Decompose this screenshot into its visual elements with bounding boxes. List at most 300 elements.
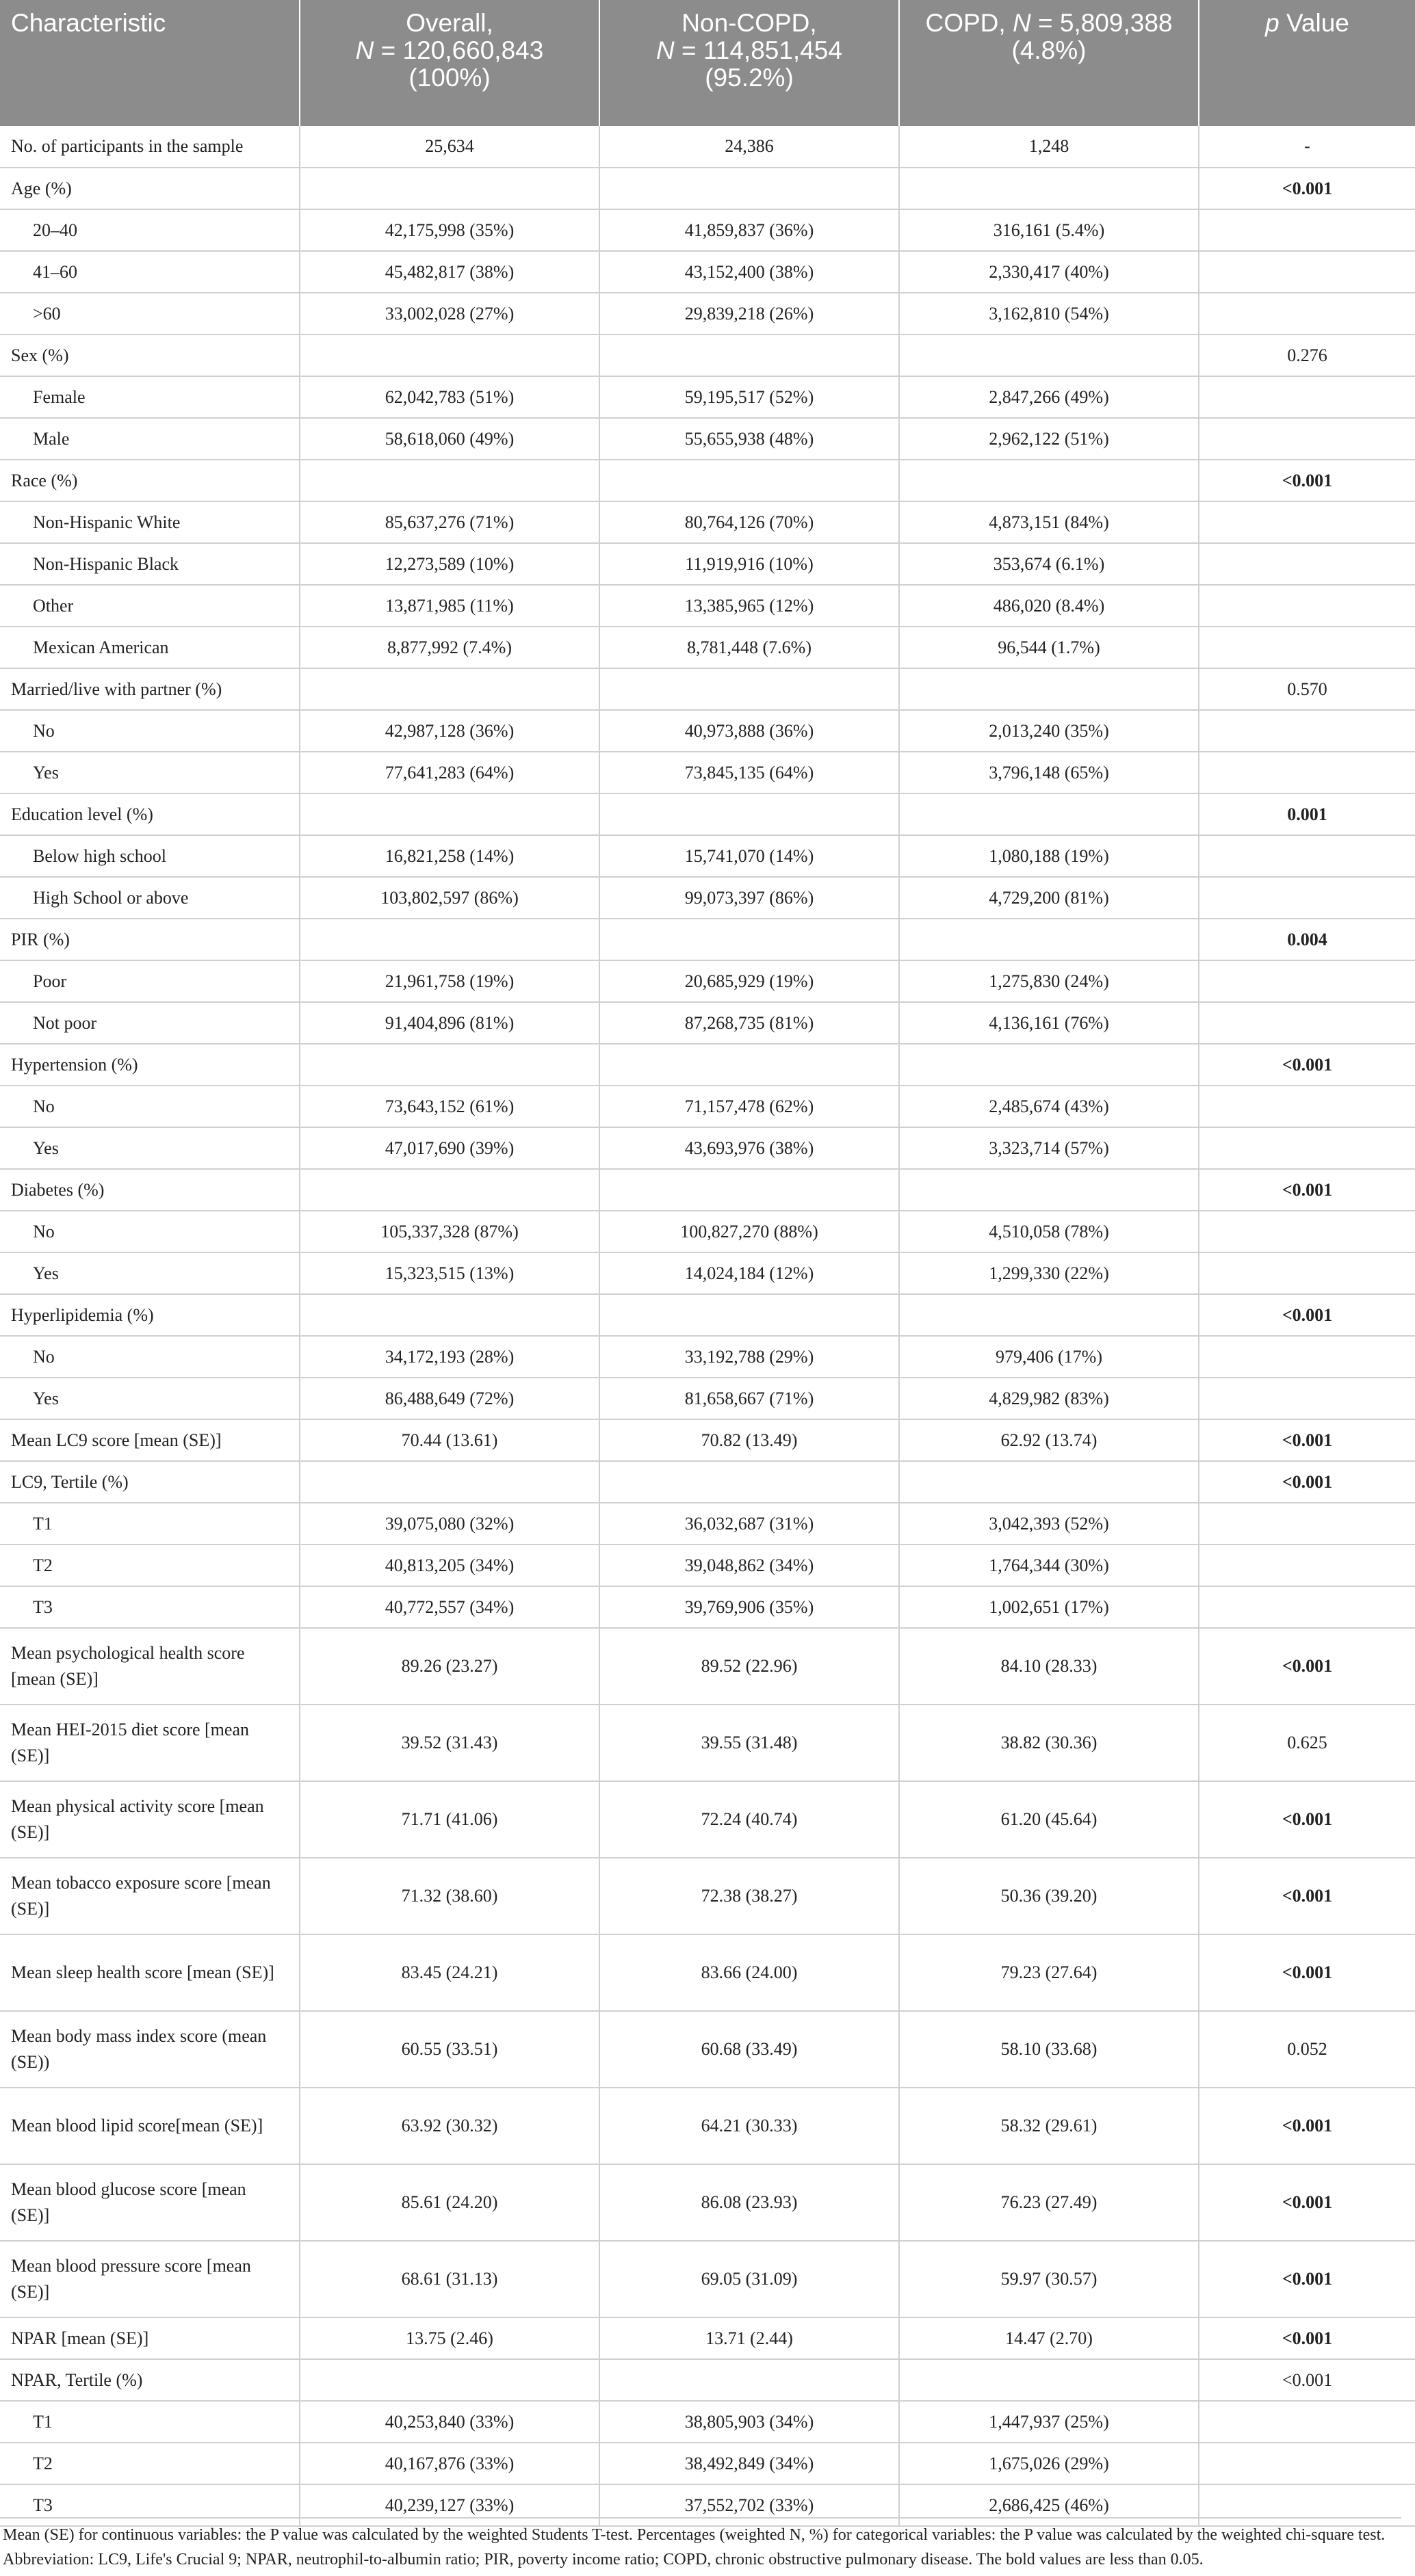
p-value-cell: <0.001	[1199, 1294, 1415, 1336]
non-copd-cell: 13.71 (2.44)	[599, 2317, 899, 2359]
characteristic-cell: Sex (%)	[0, 334, 300, 376]
table-row	[0, 1002, 1415, 1044]
copd-cell	[899, 793, 1199, 835]
table-footnote: Mean (SE) for continuous variables: the P value was calculated by the weighted Students T-test. Percentages (weighted N, %) for categorical variables: the P value was calculated by the weighted chi-square test. Abbreviation: LC9, Life's Crucial 9; NPAR, neutrophil-to-albumin ratio; PIR, poverty income ratio; COPD, chronic obstructive pulmonary disease. The bold values are less than 0.05.	[0, 2517, 1401, 2576]
non-copd-cell: 64.21 (30.33)	[599, 2088, 899, 2164]
characteristic-cell: Yes	[0, 1127, 300, 1169]
characteristic-cell: Yes	[0, 752, 300, 793]
copd-cell: 3,796,148 (65%)	[899, 752, 1199, 793]
overall-cell: 103,802,597 (86%)	[300, 877, 599, 919]
characteristic-cell: High School or above	[0, 877, 300, 919]
characteristic-cell: 20–40	[0, 209, 300, 251]
overall-cell: 12,273,589 (10%)	[300, 543, 599, 585]
non-copd-cell: 33,192,788 (29%)	[599, 1336, 899, 1378]
non-copd-cell: 37,552,702 (33%)	[599, 2484, 899, 2526]
copd-cell: 1,764,344 (30%)	[899, 1545, 1199, 1586]
copd-cell: 61.20 (45.64)	[899, 1781, 1199, 1858]
copd-cell: 1,002,651 (17%)	[899, 1586, 1199, 1628]
table-row	[0, 1169, 1415, 1211]
non-copd-cell	[599, 2359, 899, 2401]
copd-cell	[899, 2359, 1199, 2401]
p-value-cell: <0.001	[1199, 2317, 1415, 2359]
p-value-cell	[1199, 877, 1415, 919]
header-line: Characteristic	[11, 9, 166, 37]
p-value-cell: <0.001	[1199, 1781, 1415, 1858]
header-line: Non-COPD,	[681, 9, 817, 37]
p-value-cell: 0.004	[1199, 919, 1415, 960]
p-value-cell	[1199, 1586, 1415, 1628]
copd-cell: 76.23 (27.49)	[899, 2164, 1199, 2241]
copd-cell: 58.32 (29.61)	[899, 2088, 1199, 2164]
copd-cell: 1,447,937 (25%)	[899, 2401, 1199, 2443]
copd-cell: 2,330,417 (40%)	[899, 251, 1199, 293]
characteristic-cell: T3	[0, 2484, 300, 2526]
p-value-cell: <0.001	[1199, 2241, 1415, 2317]
p-value-cell: <0.001	[1199, 2088, 1415, 2164]
table-row	[0, 126, 1415, 168]
characteristic-cell: Mean physical activity score [mean (SE)]	[0, 1781, 300, 1858]
overall-cell: 40,239,127 (33%)	[300, 2484, 599, 2526]
overall-cell	[300, 1044, 599, 1086]
overall-cell	[300, 919, 599, 960]
copd-cell: 3,042,393 (52%)	[899, 1503, 1199, 1545]
overall-cell: 39,075,080 (32%)	[300, 1503, 599, 1545]
overall-cell: 33,002,028 (27%)	[300, 293, 599, 334]
header-p-value	[1199, 0, 1415, 126]
header-line: (100%)	[408, 64, 491, 92]
non-copd-cell: 43,152,400 (38%)	[599, 251, 899, 293]
table-row	[0, 251, 1415, 293]
p-value-cell	[1199, 960, 1415, 1002]
copd-cell	[899, 460, 1199, 501]
overall-cell: 40,253,840 (33%)	[300, 2401, 599, 2443]
non-copd-cell: 38,805,903 (34%)	[599, 2401, 899, 2443]
table-row	[0, 1252, 1415, 1294]
characteristic-cell: Other	[0, 585, 300, 627]
p-value-cell	[1199, 418, 1415, 460]
table-row	[0, 543, 1415, 585]
overall-cell: 34,172,193 (28%)	[300, 1336, 599, 1378]
p-value-cell: <0.001	[1199, 2164, 1415, 2241]
non-copd-cell: 39,769,906 (35%)	[599, 1586, 899, 1628]
copd-cell: 2,686,425 (46%)	[899, 2484, 1199, 2526]
characteristic-cell: NPAR [mean (SE)]	[0, 2317, 300, 2359]
non-copd-cell: 60.68 (33.49)	[599, 2011, 899, 2088]
p-value-cell	[1199, 585, 1415, 627]
non-copd-cell	[599, 460, 899, 501]
copd-cell: 979,406 (17%)	[899, 1336, 1199, 1378]
non-copd-cell: 15,741,070 (14%)	[599, 835, 899, 877]
copd-cell: 1,275,830 (24%)	[899, 960, 1199, 1002]
table-row	[0, 1294, 1415, 1336]
non-copd-cell: 14,024,184 (12%)	[599, 1252, 899, 1294]
non-copd-cell: 83.66 (24.00)	[599, 1934, 899, 2011]
characteristic-cell: No	[0, 1211, 300, 1252]
copd-cell: 2,847,266 (49%)	[899, 376, 1199, 418]
header-overall	[300, 0, 599, 126]
table-row	[0, 1419, 1415, 1461]
p-value-cell	[1199, 1086, 1415, 1127]
copd-cell: 4,829,982 (83%)	[899, 1378, 1199, 1419]
non-copd-cell	[599, 793, 899, 835]
non-copd-cell: 24,386	[599, 126, 899, 168]
non-copd-cell: 29,839,218 (26%)	[599, 293, 899, 334]
non-copd-cell: 40,973,888 (36%)	[599, 710, 899, 752]
copd-cell: 14.47 (2.70)	[899, 2317, 1199, 2359]
p-value-cell: <0.001	[1199, 1934, 1415, 2011]
non-copd-cell: 13,385,965 (12%)	[599, 585, 899, 627]
non-copd-cell: 72.38 (38.27)	[599, 1858, 899, 1934]
p-value-cell: <0.001	[1199, 460, 1415, 501]
table-row	[0, 1461, 1415, 1503]
table-row	[0, 293, 1415, 334]
header-characteristic	[0, 0, 300, 126]
table-row	[0, 835, 1415, 877]
copd-cell: 3,162,810 (54%)	[899, 293, 1199, 334]
overall-cell: 47,017,690 (39%)	[300, 1127, 599, 1169]
overall-cell	[300, 460, 599, 501]
non-copd-cell: 69.05 (31.09)	[599, 2241, 899, 2317]
overall-cell: 73,643,152 (61%)	[300, 1086, 599, 1127]
characteristic-cell: No	[0, 1336, 300, 1378]
overall-cell: 15,323,515 (13%)	[300, 1252, 599, 1294]
p-value-cell	[1199, 1336, 1415, 1378]
non-copd-cell: 81,658,667 (71%)	[599, 1378, 899, 1419]
table-row	[0, 752, 1415, 793]
copd-cell	[899, 1461, 1199, 1503]
p-value-cell: 0.052	[1199, 2011, 1415, 2088]
table-row	[0, 1628, 1415, 1705]
p-value-cell: <0.001	[1199, 1858, 1415, 1934]
table-row	[0, 1503, 1415, 1545]
copd-cell: 38.82 (30.36)	[899, 1705, 1199, 1781]
characteristic-cell: T2	[0, 2443, 300, 2484]
copd-cell	[899, 919, 1199, 960]
characteristic-cell: Poor	[0, 960, 300, 1002]
table-row	[0, 1586, 1415, 1628]
characteristic-cell: Not poor	[0, 1002, 300, 1044]
non-copd-cell: 80,764,126 (70%)	[599, 501, 899, 543]
p-value-cell	[1199, 2443, 1415, 2484]
header-line: Overall,	[406, 9, 493, 37]
p-value-cell: 0.570	[1199, 668, 1415, 710]
characteristic-cell: Mean tobacco exposure score [mean (SE)]	[0, 1858, 300, 1934]
table-row	[0, 877, 1415, 919]
table-row	[0, 960, 1415, 1002]
table-row	[0, 919, 1415, 960]
non-copd-cell: 71,157,478 (62%)	[599, 1086, 899, 1127]
overall-cell: 40,772,557 (34%)	[300, 1586, 599, 1628]
overall-cell: 62,042,783 (51%)	[300, 376, 599, 418]
copd-cell	[899, 1294, 1199, 1336]
characteristic-cell: Below high school	[0, 835, 300, 877]
characteristic-cell: Male	[0, 418, 300, 460]
p-value-cell: -	[1199, 126, 1415, 168]
non-copd-cell	[599, 1294, 899, 1336]
p-value-cell	[1199, 293, 1415, 334]
header-line: (95.2%)	[705, 64, 794, 92]
p-value-cell	[1199, 209, 1415, 251]
copd-cell	[899, 1169, 1199, 1211]
characteristic-cell: Diabetes (%)	[0, 1169, 300, 1211]
p-value-cell: <0.001	[1199, 2359, 1415, 2401]
p-value-cell: <0.001	[1199, 1628, 1415, 1705]
characteristic-cell: Education level (%)	[0, 793, 300, 835]
p-value-cell: <0.001	[1199, 1461, 1415, 1503]
table-row	[0, 2164, 1415, 2241]
table-row	[0, 1127, 1415, 1169]
table-row	[0, 1211, 1415, 1252]
non-copd-cell: 55,655,938 (48%)	[599, 418, 899, 460]
table-row	[0, 1378, 1415, 1419]
non-copd-cell	[599, 668, 899, 710]
p-value-cell	[1199, 2401, 1415, 2443]
copd-cell: 1,080,188 (19%)	[899, 835, 1199, 877]
characteristic-cell: Mean HEI-2015 diet score [mean (SE)]	[0, 1705, 300, 1781]
characteristic-cell: T1	[0, 1503, 300, 1545]
table-row	[0, 418, 1415, 460]
overall-cell	[300, 1294, 599, 1336]
characteristic-cell: >60	[0, 293, 300, 334]
table-row	[0, 2401, 1415, 2443]
header-copd	[899, 0, 1199, 126]
p-value-cell	[1199, 251, 1415, 293]
p-value-cell	[1199, 627, 1415, 668]
copd-cell: 79.23 (27.64)	[899, 1934, 1199, 2011]
overall-cell: 70.44 (13.61)	[300, 1419, 599, 1461]
non-copd-cell	[599, 1044, 899, 1086]
p-value-cell: <0.001	[1199, 168, 1415, 209]
overall-cell	[300, 668, 599, 710]
characteristic-cell: T2	[0, 1545, 300, 1586]
header-line: N = 114,851,454	[656, 36, 842, 64]
overall-cell: 63.92 (30.32)	[300, 2088, 599, 2164]
copd-cell: 486,020 (8.4%)	[899, 585, 1199, 627]
non-copd-cell: 11,919,916 (10%)	[599, 543, 899, 585]
non-copd-cell	[599, 1461, 899, 1503]
characteristic-cell: LC9, Tertile (%)	[0, 1461, 300, 1503]
overall-cell: 105,337,328 (87%)	[300, 1211, 599, 1252]
characteristic-cell: Yes	[0, 1378, 300, 1419]
table-row	[0, 2088, 1415, 2164]
copd-cell: 1,299,330 (22%)	[899, 1252, 1199, 1294]
non-copd-cell: 86.08 (23.93)	[599, 2164, 899, 2241]
overall-cell	[300, 168, 599, 209]
non-copd-cell: 99,073,397 (86%)	[599, 877, 899, 919]
overall-cell: 25,634	[300, 126, 599, 168]
overall-cell: 71.32 (38.60)	[300, 1858, 599, 1934]
overall-cell	[300, 2359, 599, 2401]
table-row	[0, 1086, 1415, 1127]
characteristic-cell: Mean blood lipid score[mean (SE)]	[0, 2088, 300, 2164]
characteristic-cell: Age (%)	[0, 168, 300, 209]
table-row	[0, 376, 1415, 418]
table-row	[0, 1858, 1415, 1934]
p-value-cell	[1199, 1002, 1415, 1044]
p-value-cell	[1199, 752, 1415, 793]
p-value-cell	[1199, 835, 1415, 877]
non-copd-cell: 8,781,448 (7.6%)	[599, 627, 899, 668]
overall-cell: 40,167,876 (33%)	[300, 2443, 599, 2484]
characteristic-cell: Non-Hispanic White	[0, 501, 300, 543]
copd-cell	[899, 334, 1199, 376]
copd-cell: 1,675,026 (29%)	[899, 2443, 1199, 2484]
copd-cell: 50.36 (39.20)	[899, 1858, 1199, 1934]
table-row	[0, 2241, 1415, 2317]
table-row	[0, 793, 1415, 835]
characteristic-cell: Race (%)	[0, 460, 300, 501]
non-copd-cell: 73,845,135 (64%)	[599, 752, 899, 793]
overall-cell: 42,987,128 (36%)	[300, 710, 599, 752]
header-non-copd	[599, 0, 899, 126]
non-copd-cell: 20,685,929 (19%)	[599, 960, 899, 1002]
copd-cell: 2,013,240 (35%)	[899, 710, 1199, 752]
table-row	[0, 1781, 1415, 1858]
copd-cell	[899, 1044, 1199, 1086]
copd-cell: 62.92 (13.74)	[899, 1419, 1199, 1461]
copd-cell	[899, 668, 1199, 710]
table-body	[0, 126, 1415, 2526]
characteristic-cell: Mean psychological health score [mean (SE)]	[0, 1628, 300, 1705]
copd-cell: 2,962,122 (51%)	[899, 418, 1199, 460]
table-row	[0, 1705, 1415, 1781]
table-row	[0, 209, 1415, 251]
non-copd-cell	[599, 1169, 899, 1211]
table-row	[0, 710, 1415, 752]
overall-cell: 58,618,060 (49%)	[300, 418, 599, 460]
characteristic-cell: PIR (%)	[0, 919, 300, 960]
non-copd-cell	[599, 919, 899, 960]
table-row	[0, 1934, 1415, 2011]
non-copd-cell: 87,268,735 (81%)	[599, 1002, 899, 1044]
overall-cell: 13.75 (2.46)	[300, 2317, 599, 2359]
p-value-cell	[1199, 501, 1415, 543]
characteristic-cell: Mean body mass index score (mean (SE))	[0, 2011, 300, 2088]
p-value-cell: 0.001	[1199, 793, 1415, 835]
characteristic-cell: NPAR, Tertile (%)	[0, 2359, 300, 2401]
table-row	[0, 585, 1415, 627]
copd-cell	[899, 168, 1199, 209]
copd-cell: 4,510,058 (78%)	[899, 1211, 1199, 1252]
copd-cell: 4,729,200 (81%)	[899, 877, 1199, 919]
overall-cell	[300, 334, 599, 376]
characteristic-cell: Yes	[0, 1252, 300, 1294]
characteristic-cell: T3	[0, 1586, 300, 1628]
table-row	[0, 1044, 1415, 1086]
non-copd-cell: 59,195,517 (52%)	[599, 376, 899, 418]
characteristic-cell: Non-Hispanic Black	[0, 543, 300, 585]
table-header-row	[0, 0, 1415, 126]
characteristic-cell: Female	[0, 376, 300, 418]
overall-cell: 40,813,205 (34%)	[300, 1545, 599, 1586]
table-row	[0, 501, 1415, 543]
characteristic-cell: Hypertension (%)	[0, 1044, 300, 1086]
non-copd-cell: 89.52 (22.96)	[599, 1628, 899, 1705]
header-line: COPD, N = 5,809,388	[925, 9, 1173, 37]
copd-cell: 58.10 (33.68)	[899, 2011, 1199, 2088]
overall-cell: 68.61 (31.13)	[300, 2241, 599, 2317]
p-value-cell: <0.001	[1199, 1419, 1415, 1461]
copd-cell: 4,136,161 (76%)	[899, 1002, 1199, 1044]
p-value-cell: <0.001	[1199, 1169, 1415, 1211]
copd-cell: 353,674 (6.1%)	[899, 543, 1199, 585]
overall-cell: 85.61 (24.20)	[300, 2164, 599, 2241]
non-copd-cell: 43,693,976 (38%)	[599, 1127, 899, 1169]
overall-cell: 21,961,758 (19%)	[300, 960, 599, 1002]
table-row	[0, 1545, 1415, 1586]
p-value-cell	[1199, 543, 1415, 585]
table-row	[0, 460, 1415, 501]
non-copd-cell	[599, 168, 899, 209]
p-value-cell: 0.276	[1199, 334, 1415, 376]
non-copd-cell: 38,492,849 (34%)	[599, 2443, 899, 2484]
header-line: N = 120,660,843	[355, 36, 544, 64]
characteristic-cell: Mexican American	[0, 627, 300, 668]
overall-cell: 86,488,649 (72%)	[300, 1378, 599, 1419]
copd-cell: 2,485,674 (43%)	[899, 1086, 1199, 1127]
characteristic-cell: Hyperlipidemia (%)	[0, 1294, 300, 1336]
copd-cell: 3,323,714 (57%)	[899, 1127, 1199, 1169]
characteristic-cell: 41–60	[0, 251, 300, 293]
overall-cell: 71.71 (41.06)	[300, 1781, 599, 1858]
overall-cell: 42,175,998 (35%)	[300, 209, 599, 251]
overall-cell: 89.26 (23.27)	[300, 1628, 599, 1705]
characteristic-cell: Mean LC9 score [mean (SE)]	[0, 1419, 300, 1461]
overall-cell	[300, 1461, 599, 1503]
overall-cell: 8,877,992 (7.4%)	[300, 627, 599, 668]
non-copd-cell: 36,032,687 (31%)	[599, 1503, 899, 1545]
non-copd-cell: 100,827,270 (88%)	[599, 1211, 899, 1252]
characteristic-cell: T1	[0, 2401, 300, 2443]
copd-cell: 1,248	[899, 126, 1199, 168]
characteristic-cell: No	[0, 1086, 300, 1127]
table-row	[0, 1336, 1415, 1378]
p-value-cell	[1199, 376, 1415, 418]
overall-cell: 83.45 (24.21)	[300, 1934, 599, 2011]
table-row	[0, 627, 1415, 668]
table-row	[0, 2359, 1415, 2401]
p-value-cell	[1199, 710, 1415, 752]
table-row	[0, 2317, 1415, 2359]
p-value-cell	[1199, 1252, 1415, 1294]
table-row	[0, 168, 1415, 209]
table-row	[0, 2443, 1415, 2484]
table-row	[0, 334, 1415, 376]
p-value-cell	[1199, 1545, 1415, 1586]
p-value-cell	[1199, 1127, 1415, 1169]
non-copd-cell: 41,859,837 (36%)	[599, 209, 899, 251]
characteristic-cell: No. of participants in the sample	[0, 126, 300, 168]
characteristic-cell: Mean blood pressure score [mean (SE)]	[0, 2241, 300, 2317]
header-line: p Value	[1265, 9, 1349, 37]
overall-cell: 13,871,985 (11%)	[300, 585, 599, 627]
p-value-cell	[1199, 1378, 1415, 1419]
characteristic-cell: Mean sleep health score [mean (SE)]	[0, 1934, 300, 2011]
overall-cell: 45,482,817 (38%)	[300, 251, 599, 293]
copd-cell: 96,544 (1.7%)	[899, 627, 1199, 668]
non-copd-cell: 72.24 (40.74)	[599, 1781, 899, 1858]
non-copd-cell: 39.55 (31.48)	[599, 1705, 899, 1781]
overall-cell: 60.55 (33.51)	[300, 2011, 599, 2088]
overall-cell: 91,404,896 (81%)	[300, 1002, 599, 1044]
characteristic-cell: No	[0, 710, 300, 752]
overall-cell	[300, 1169, 599, 1211]
copd-cell: 4,873,151 (84%)	[899, 501, 1199, 543]
non-copd-cell: 39,048,862 (34%)	[599, 1545, 899, 1586]
p-value-cell	[1199, 1503, 1415, 1545]
non-copd-cell: 70.82 (13.49)	[599, 1419, 899, 1461]
copd-cell: 59.97 (30.57)	[899, 2241, 1199, 2317]
